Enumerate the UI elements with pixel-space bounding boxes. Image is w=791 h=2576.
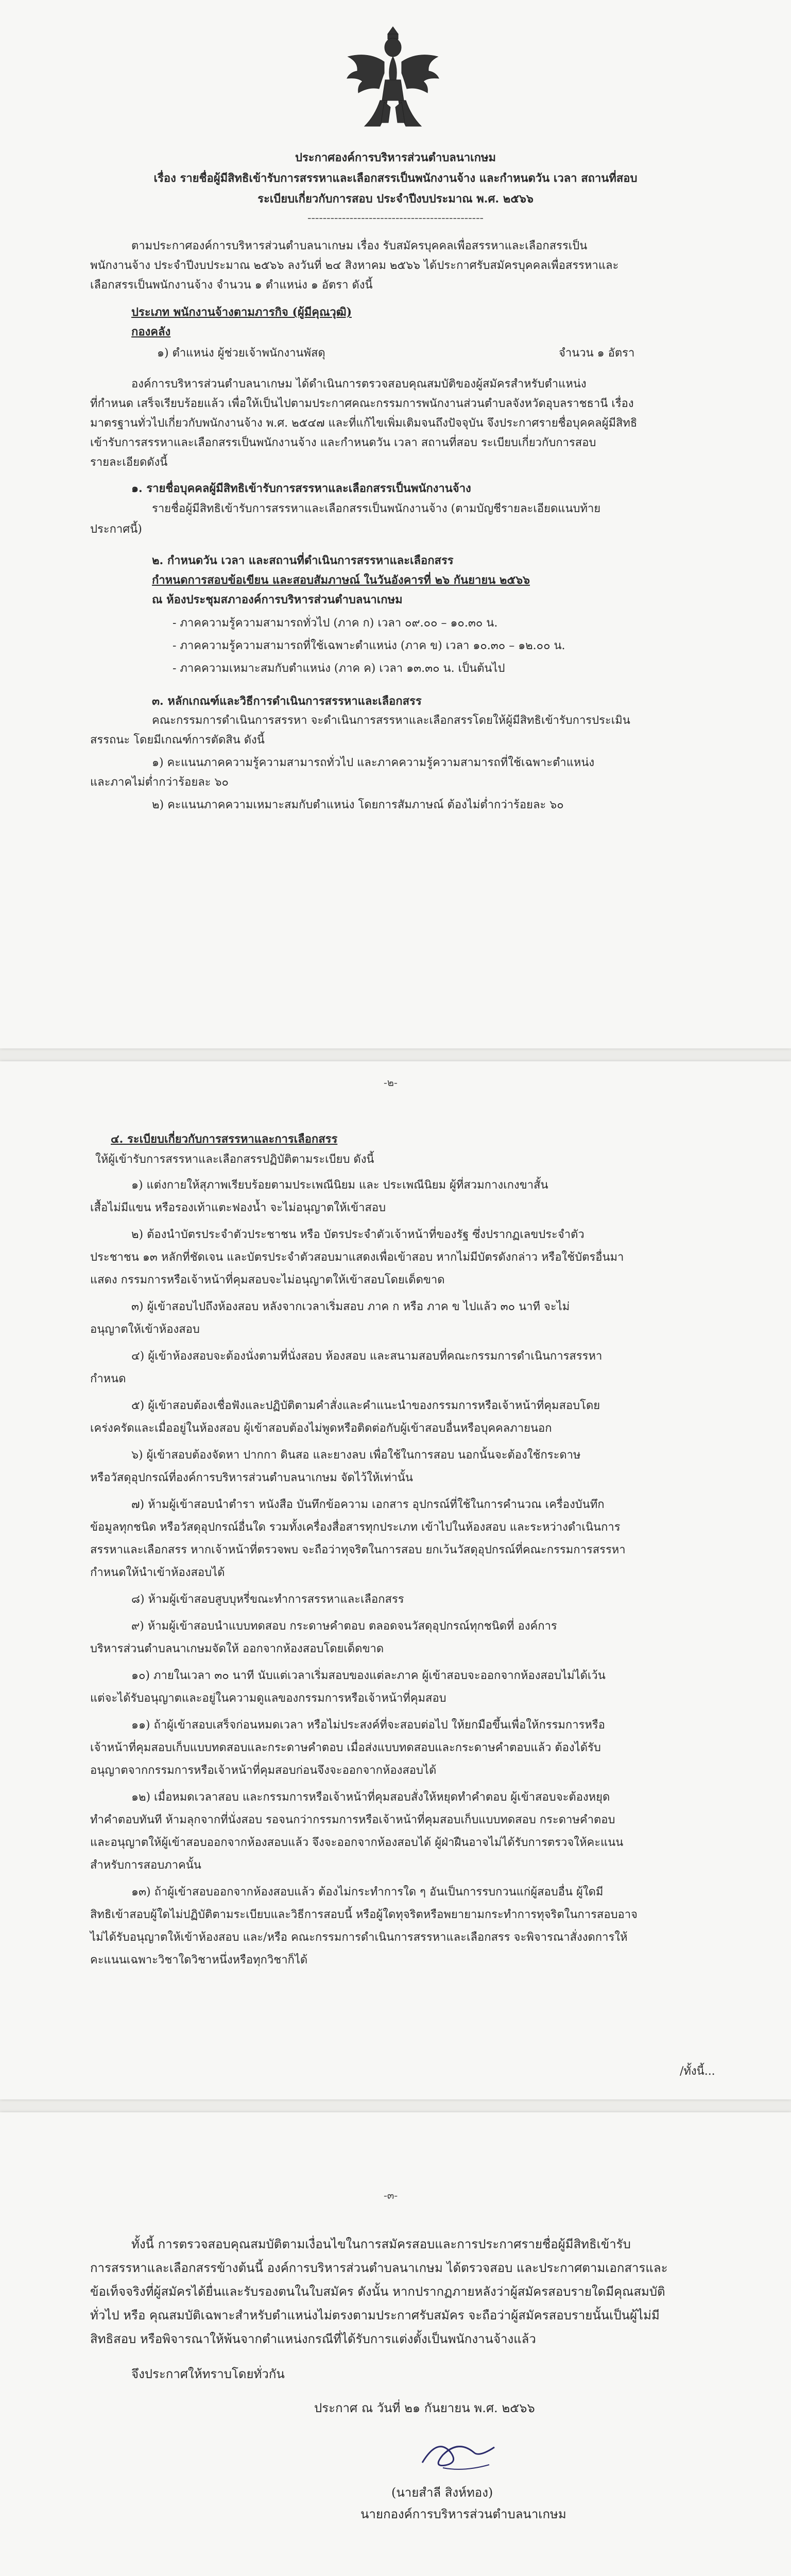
rule-line: สรรหาและเลือกสรร หากเจ้าหน้าที่ตรวจพบ จะถือว่าทุจริตในการสอบ ยกเว้นวัสดุอุปกรณ์ที่คณะกรรมการสรรหา [90,1544,626,1556]
body-line: มาตรฐานทั่วไปเกี่ยวกับพนักงานจ้าง พ.ศ. ๒๕๔๗ และที่แก้ไขเพิ่มเติมจนถึงปัจจุบัน จึงประกาศรายชื่อบุคคลผู้มีสิทธิ [90,417,638,430]
rule-line: ๘) ห้ามผู้เข้าสอบสูบบุหรี่ขณะทำการสรรหาและเลือกสรร [131,1593,404,1606]
rule-line: ๗) ห้ามผู้เข้าสอบนำตำรา หนังสือ บันทึกข้อความ เอกสาร อุปกรณ์ที่ใช้ในการคำนวณ เครื่องบันทึก [131,1498,605,1511]
body-line: ที่กำหนด เสร็จเรียบร้อยแล้ว เพื่อให้เป็นไปตามประกาศคณะกรรมการพนักงานส่วนตำบลจังหวัดอุบลราชธานี เรื่อง [90,397,634,410]
intro-line: เลือกสรรเป็นพนักงานจ้าง จำนวน ๑ ตำแหน่ง ๑ อัตรา ดังนี้ [90,279,373,292]
closing-line: การสรรหาและเลือกสรรข้างต้นนี้ องค์การบริหารส่วนตำบลนาเกษม ได้ตรวจสอบ และประกาศตามเอกสารและ [90,2261,668,2275]
section-1-text: รายชื่อผู้มีสิทธิเข้ารับการสรรหาและเลือกสรรเป็นพนักงานจ้าง (ตามบัญชีรายละเอียดแนบท้าย [152,502,601,515]
rule-line: ไม่ได้รับอนุญาตให้เข้าห้องสอบ และ/หรือ คณะกรรมการดำเนินการสรรหาและเลือกสรร จะพิจารณาสั่งงดการให้ [90,1931,628,1944]
rule-line: และอนุญาตให้ผู้เข้าสอบออกจากห้องสอบแล้ว จึงจะออกจากห้องสอบได้ ผู้ฝ่าฝืนอาจไม่ได้รับการตรวจให้คะแนน [90,1836,624,1849]
exam-part-c: - ภาคความเหมาะสมกับตำแหน่ง (ภาค ค) เวลา ๑๓.๓๐ น. เป็นต้นไป [173,662,505,675]
rule-line: ๒) ต้องนำบัตรประจำตัวประชาชน หรือ บัตรประจำตัวเจ้าหน้าที่ของรัฐ ซึ่งปรากฏเลขประจำตัว [131,1228,584,1241]
rule-line: ๔) ผู้เข้าห้องสอบจะต้องนั่งตามที่นั่งสอบ ห้องสอบ และสนามสอบที่คณะกรรมการดำเนินการสรรหา [131,1350,603,1363]
position-count: จำนวน ๑ อัตรา [559,347,635,360]
criteria-item: ๑) คะแนนภาคความรู้ความสามารถทั่วไป และภาคความรู้ความสามารถที่ใช้เฉพาะตำแหน่ง [152,756,595,769]
document-title: ประกาศองค์การบริหารส่วนตำบลนาเกษม [295,151,496,164]
document-page-1 [0,0,791,1048]
closing-line: ทั้งนี้ การตรวจสอบคุณสมบัติตามเงื่อนไขในการสมัครสอบและการประกาศรายชื่อผู้มีสิทธิเข้ารับ [131,2237,631,2251]
body-line: เข้ารับการสรรหาและเลือกสรรเป็นพนักงานจ้าง และกำหนดวัน เวลา สถานที่สอบ ระเบียบเกี่ยวกับการสอบ [90,436,596,449]
intro-line: พนักงานจ้าง ประจำปีงบประมาณ ๒๕๖๖ ลงวันที่ ๒๔ สิงหาคม ๒๕๖๖ ได้ประกาศรับสมัครบุคคลเพื่อสรรหาและ [90,259,619,272]
rule-line: บริหารส่วนตำบลนาเกษมจัดให้ ออกจากห้องสอบโดยเด็ดขาด [90,1642,384,1655]
rule-line: กำหนด [90,1372,126,1385]
continued-marker: /ทั้งนี้... [680,2065,715,2078]
position-type-heading: ประเภท พนักงานจ้างตามภารกิจ (ผู้มีคุณวุฒิ) [131,306,352,319]
body-line: องค์การบริหารส่วนตำบลนาเกษม ได้ดำเนินการตรวจสอบคุณสมบัติของผู้สมัครสำหรับตำแหน่ง [131,378,587,391]
page-number: -๒- [384,1076,398,1089]
section-3-text: คณะกรรมการดำเนินการสรรหา จะดำเนินการสรรหาและเลือกสรรโดยให้ผู้มีสิทธิเข้ารับการประเมิน [152,714,630,727]
division-heading: กองคลัง [131,325,171,338]
rule-line: เจ้าหน้าที่คุมสอบเก็บแบบทดสอบและกระดาษคำตอบ เมื่อส่งแบบทดสอบและกระดาษคำตอบแล้ว ต้องได้รับ [90,1741,601,1754]
signer-title: นายกองค์การบริหารส่วนตำบลนาเกษม [360,2507,566,2521]
rule-line: ๑๓) ถ้าผู้เข้าสอบออกจากห้องสอบแล้ว ต้องไม่กระทำการใด ๆ อันเป็นการรบกวนแก่ผู้สอบอื่น ผู้ใดมี [131,1886,604,1899]
rule-line: แสดง กรรมการหรือเจ้าหน้าที่คุมสอบจะไม่อนุญาตให้เข้าสอบโดยเด็ดขาด [90,1274,445,1286]
rule-line: ทำคำตอบทันที ห้ามลุกจากที่นั่งสอบ รอจนกว่ากรรมการหรือเจ้าหน้าที่คุมสอบเก็บแบบทดสอบ กระดาษคำตอบ [90,1814,615,1826]
section-3-heading: ๓. หลักเกณฑ์และวิธีการดำเนินการสรรหาและเลือกสรร [152,694,422,708]
rule-line: ๖) ผู้เข้าสอบต้องจัดหา ปากกา ดินสอ และยางลบ เพื่อใช้ในการสอบ นอกนั้นจะต้องใช้กระดาษ [131,1449,581,1462]
exam-part-a: - ภาคความรู้ความสามารถทั่วไป (ภาค ก) เวลา ๐๙.๐๐ – ๑๐.๓๐ น. [173,617,498,630]
rule-line: ประชาชน ๑๓ หลักที่ชัดเจน และบัตรประจำตัวสอบมาแสดงเพื่อเข้าสอบ หากไม่มีบัตรดังกล่าว หรือใช้บัตรอื่นมา [90,1251,624,1264]
section-3-text: สรรถนะ โดยมีเกณฑ์การตัดสิน ดังนี้ [90,734,265,747]
signature-mark [412,2432,515,2478]
closing-line: ทั่วไป หรือ คุณสมบัติเฉพาะสำหรับตำแหน่งไม่ตรงตามประกาศรับสมัคร จะถือว่าผู้สมัครสอบรายนั้นเป็นผู้ไม่มี [90,2308,660,2323]
rule-line: ๙) ห้ามผู้เข้าสอบนำแบบทดสอบ กระดาษคำตอบ ตลอดจนวัสดุอุปกรณ์ทุกชนิดที่ องค์การ [131,1620,557,1633]
rule-line: ๕) ผู้เข้าสอบต้องเชื่อฟังและปฏิบัติตามคำสั่งและคำแนะนำของกรรมการหรือเจ้าหน้าที่คุมสอบโดย [131,1399,600,1412]
exam-schedule: กำหนดการสอบข้อเขียน และสอบสัมภาษณ์ ในวันอังคารที่ ๒๖ กันยายน ๒๕๖๖ [152,573,530,587]
section-1-text: ประกาศนี้) [90,523,142,536]
rule-line: ๑๒) เมื่อหมดเวลาสอบ และกรรมการหรือเจ้าหน้าที่คุมสอบสั่งให้หยุดทำคำตอบ ผู้เข้าสอบจะต้องหยุด [131,1791,610,1804]
rule-line: หรือวัสดุอุปกรณ์ที่องค์การบริหารส่วนตำบลนาเกษม จัดไว้ให้เท่านั้น [90,1471,413,1484]
signer-name: (นายสำลี สิงห์ทอง) [391,2485,493,2500]
criteria-item: ๒) คะแนนภาคความเหมาะสมกับตำแหน่ง โดยการสัมภาษณ์ ต้องไม่ต่ำกว่าร้อยละ ๖๐ [152,799,564,811]
rule-line: คะแนนเฉพาะวิชาใดวิชาหนึ่งหรือทุกวิชาก็ได้ [90,1954,308,1967]
criteria-item: และภาคไม่ต่ำกว่าร้อยละ ๖๐ [90,776,229,789]
rule-line: เสื้อไม่มีแขน หรือรองเท้าแตะฟองน้ำ จะไม่อนุญาตให้เข้าสอบ [90,1201,386,1214]
document-subject-continued: ระเบียบเกี่ยวกับการสอบ ประจำปีงบประมาณ พ.ศ. ๒๕๖๖ [257,192,534,206]
announcement-text: จึงประกาศให้ทราบโดยทั่วกัน [131,2367,285,2381]
body-line: รายละเอียดดังนี้ [90,456,168,469]
announcement-date: ประกาศ ณ วันที่ ๒๑ กันยายน พ.ศ. ๒๕๖๖ [314,2401,535,2415]
rule-line: ๑๐) ภายในเวลา ๓๐ นาที นับแต่เวลาเริ่มสอบของแต่ละภาค ผู้เข้าสอบจะออกจากห้องสอบไม่ได้เว้น [131,1669,606,1682]
section-2-heading: ๒. กำหนดวัน เวลา และสถานที่ดำเนินการสรรหาและเลือกสรร [152,554,454,567]
closing-line: สิทธิสอบ หรือพิจารณาให้พ้นจากตำแหน่งกรณีที่ได้รับการแต่งตั้งเป็นพนักงานจ้างแล้ว [90,2332,536,2346]
page-number: -๓- [384,2189,398,2201]
section-4-intro: ให้ผู้เข้ารับการสรรหาและเลือกสรรปฏิบัติตามระเบียบ ดังนี้ [95,1153,374,1166]
exam-venue: ณ ห้องประชุมสภาองค์การบริหารส่วนตำบลนาเกษม [152,593,403,606]
position-item: ๑) ตำแหน่ง ผู้ช่วยเจ้าพนักงานพัสดุ [157,347,325,360]
document-page-3 [0,2112,791,2576]
section-1-heading: ๑. รายชื่อบุคคลผู้มีสิทธิเข้ารับการสรรหาและเลือกสรรเป็นพนักงานจ้าง [131,482,471,495]
document-page-2 [0,1061,791,2099]
rule-line: กำหนดให้นำเข้าห้องสอบได้ [90,1566,225,1579]
rule-line: อนุญาตให้เข้าห้องสอบ [90,1323,200,1336]
document-subject: เรื่อง รายชื่อผู้มีสิทธิเข้ารับการสรรหาและเลือกสรรเป็นพนักงานจ้าง และกำหนดวัน เวลา สถานที่สอบ [153,172,638,185]
rule-line: สิทธิเข้าสอบผู้ใดไม่ปฏิบัติตามระเบียบและวิธีการสอบนี้ หรือผู้ใดทุจริตหรือพยายามกระทำการทุจริตในการสอบอาจ [90,1908,638,1921]
exam-part-b: - ภาคความรู้ความสามารถที่ใช้เฉพาะตำแหน่ง (ภาค ข) เวลา ๑๐.๓๐ – ๑๒.๐๐ น. [173,639,565,652]
rule-line: สำหรับการสอบภาคนั้น [90,1859,201,1872]
garuda-emblem-icon [344,21,442,134]
closing-line: ข้อเท็จจริงที่ผู้สมัครได้ยื่นและรับรองตนในใบสมัคร ดังนั้น หากปรากฏภายหลังว่าผู้สมัครสอบรายใดมีคุณสมบัติ [90,2284,665,2299]
rule-line: ๑) แต่งกายให้สุภาพเรียบร้อยตามประเพณีนิยม และ ประเพณีนิยม ผู้ที่สวมกางเกงขาสั้น [131,1179,548,1192]
intro-line: ตามประกาศองค์การบริหารส่วนตำบลนาเกษม เรื่อง รับสมัครบุคคลเพื่อสรรหาและเลือกสรรเป็น [131,240,588,252]
rule-line: ๑๑) ถ้าผู้เข้าสอบเสร็จก่อนหมดเวลา หรือไม่ประสงค์ที่จะสอบต่อไป ให้ยกมือขึ้นเพื่อให้กรรมการหรือ [131,1719,605,1732]
rule-line: เคร่งครัดและเมื่ออยู่ในห้องสอบ ผู้เข้าสอบต้องไม่พูดหรือติดต่อกับผู้เข้าสอบอื่นหรือบุคคลภายนอก [90,1422,552,1435]
title-divider: ---------------------------------------------- [307,212,484,225]
rule-line: แต่จะได้รับอนุญาตและอยู่ในความดูแลของกรรมการหรือเจ้าหน้าที่คุมสอบ [90,1692,446,1705]
rule-line: ๓) ผู้เข้าสอบไปถึงห้องสอบ หลังจากเวลาเริ่มสอบ ภาค ก หรือ ภาค ข ไปแล้ว ๓๐ นาที จะไม่ [131,1300,570,1313]
section-4-heading: ๔. ระเบียบเกี่ยวกับการสรรหาและการเลือกสรร [111,1132,338,1146]
rule-line: ข้อมูลทุกชนิด หรือวัสดุอุปกรณ์อื่นใด รวมทั้งเครื่องสื่อสารทุกประเภท เข้าไปในห้องสอบ และระหว่างดำเนินการ [90,1521,621,1534]
rule-line: อนุญาตจากกรรมการหรือเจ้าหน้าที่คุมสอบก่อนจึงจะออกจากห้องสอบได้ [90,1764,437,1777]
